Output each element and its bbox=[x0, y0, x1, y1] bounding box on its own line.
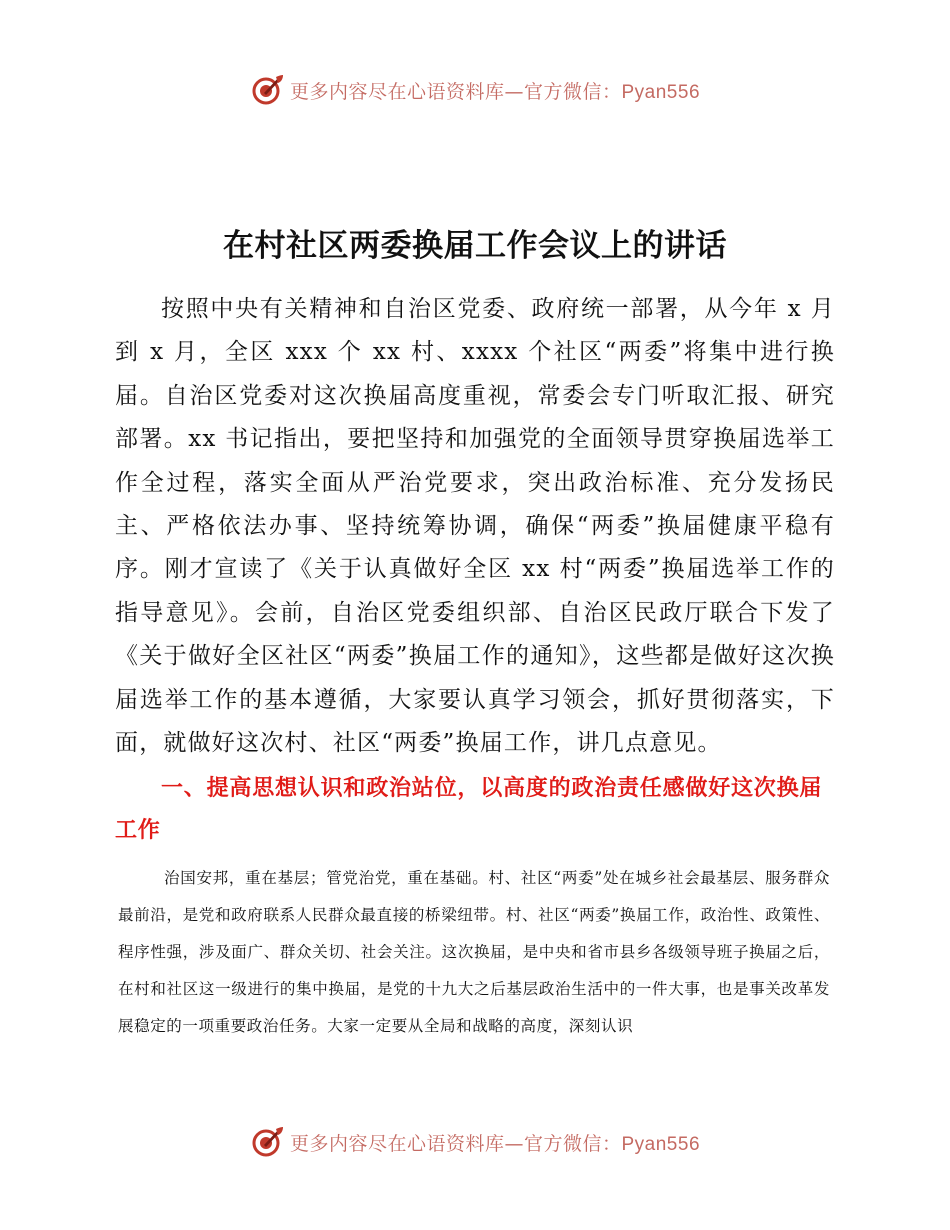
section-heading: 一、提高思想认识和政治站位，以高度的政治责任感做好这次换届工作 bbox=[115, 776, 823, 843]
quill-logo-icon bbox=[250, 73, 284, 107]
watermark-text: 更多内容尽在心语资料库—官方微信：Pyan556 bbox=[289, 80, 701, 103]
footer-watermark-banner bbox=[0, 1122, 950, 1162]
section-paragraph: 治国安邦，重在基层；管党治党，重在基础。村、社区“两委”处在城乡社会最基层、服务群众最前沿，是党和政府联系人民群众最直接的桥梁纽带。村、社区“两委”换届工作，政治性、政策性、程序性强，涉及面广、群众关切、社会关注。这次换届，是中央和省市县乡各级领导班子换届之后，在村和社区这一级进行的集中换届，是党的十九大之后基层政治生活中的一件大事，也是事关改革发展稳定的一项重要政治任务。大家一定要从全局和战略的高度，深刻认识 bbox=[118, 869, 830, 1035]
intro-paragraph: 按照中央有关精神和自治区党委、政府统一部署，从今年 x 月到 x 月，全区 xxx 个 xx 村、xxxx 个社区“两委”将集中进行换届。自治区党委对这次换届高度重视，常委会专门听取汇报、研究部署。xx 书记指出，要把坚持和加强党的全面领导贯穿换届选举工作全过程，落实全面从严治党要求，突出政治标准、充分发扬民主、严格依法办事、坚持统筹协调，确保“两委”换届健康平稳有序。刚才宣读了《关于认真做好全区 xx 村“两委”换届选举工作的指导意见》。会前，自治区党委组织部、自治区民政厅联合下发了《关于做好全区社区“两委”换届工作的通知》，这些都是做好这次换届选举工作的基本遵循，大家要认真学习领会，抓好贯彻落实，下面，就做好这次村、社区“两委”换届工作，讲几点意见。 bbox=[115, 296, 835, 757]
wechat-handle: Pyan556 bbox=[621, 81, 701, 103]
page-title: 在村社区两委换届工作会议上的讲话 bbox=[223, 228, 727, 264]
header-watermark-banner bbox=[0, 70, 950, 110]
watermark-text: 更多内容尽在心语资料库—官方微信：Pyan556 bbox=[289, 1132, 701, 1155]
quill-logo-icon bbox=[250, 1125, 284, 1159]
wechat-handle: Pyan556 bbox=[621, 1133, 701, 1155]
